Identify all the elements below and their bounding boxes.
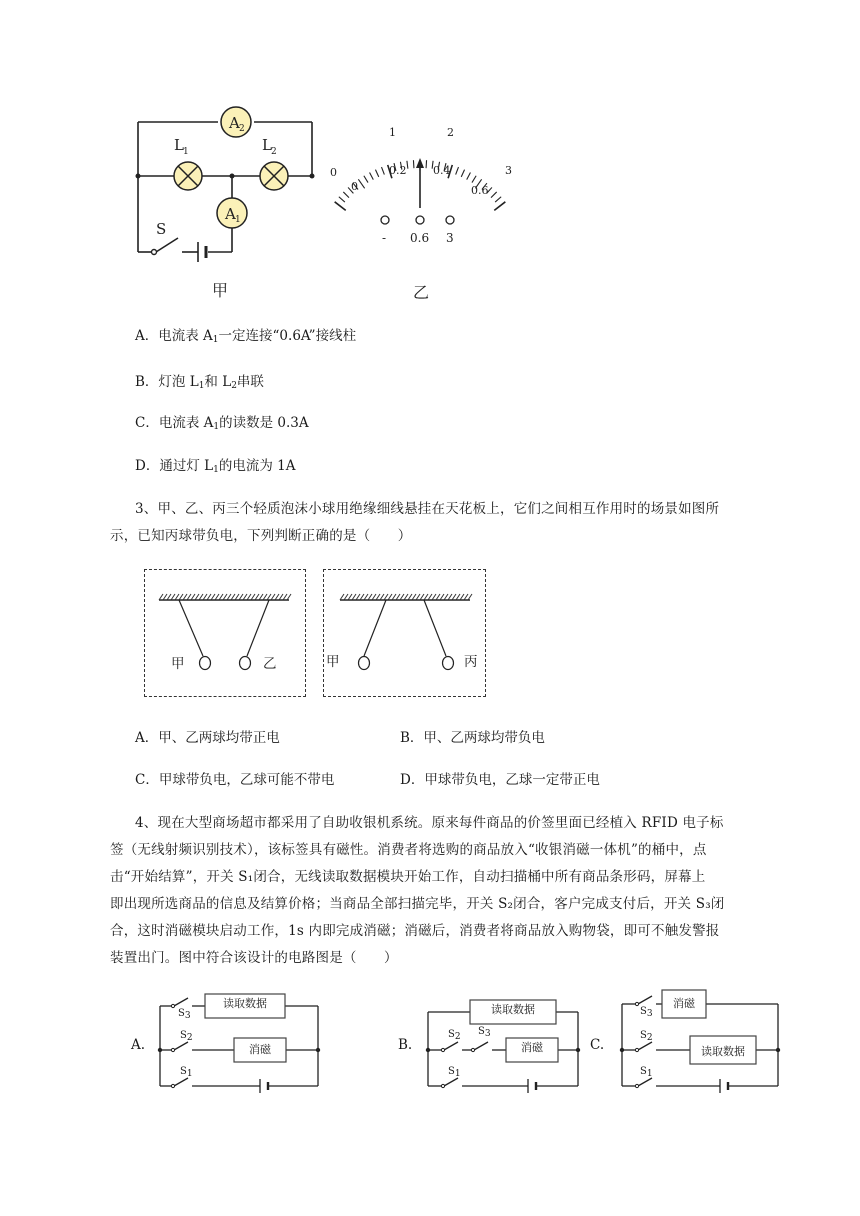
option-text: 串联 bbox=[236, 374, 264, 390]
hatch-line bbox=[283, 594, 287, 600]
subscript: 2 bbox=[231, 381, 237, 391]
dial-tick bbox=[382, 167, 385, 174]
dial-tick bbox=[472, 176, 476, 183]
subscript: 1 bbox=[212, 335, 219, 345]
q4-line: 签（无线射频识别技术），该标签具有磁性。消费者将选购的商品放入“收银消磁一体机”的桶中，点 bbox=[110, 842, 707, 858]
switch-s3-label: $S_3$ bbox=[178, 1008, 191, 1021]
figure-jia-circuit bbox=[130, 100, 330, 305]
q2-option-c[interactable] bbox=[135, 413, 309, 437]
hatch-line bbox=[179, 594, 183, 600]
hatch-line bbox=[219, 594, 223, 600]
hatch-line bbox=[460, 594, 464, 600]
hatch-line bbox=[384, 594, 388, 600]
switch-s1-label: $S_1$ bbox=[640, 1066, 653, 1079]
hatch-line bbox=[376, 594, 380, 600]
dial-tick bbox=[494, 202, 505, 211]
dial-tick bbox=[467, 173, 471, 180]
switch-s3-label: $S_3$ bbox=[640, 1006, 653, 1019]
hatch-line bbox=[263, 594, 267, 600]
hatch-line bbox=[408, 594, 412, 600]
hatch-line bbox=[412, 594, 416, 600]
ball-label-jia: 甲 bbox=[326, 654, 340, 670]
q4-line: 4、现在大型商场超市都采用了自助收银机系统。原来每件商品的价签里面已经植入 RFID 电子标 bbox=[135, 815, 724, 831]
hatch-line bbox=[452, 594, 456, 600]
hatch-line bbox=[440, 594, 444, 600]
dial-tick bbox=[375, 170, 378, 177]
box-read-data: 读取数据 bbox=[223, 997, 267, 1010]
q4-stem bbox=[110, 810, 815, 972]
jia-label: 甲 bbox=[212, 281, 229, 300]
hatch-line bbox=[396, 594, 400, 600]
hatch-line bbox=[279, 594, 283, 600]
hatch-line bbox=[360, 594, 364, 600]
ammeter-a1-icon bbox=[217, 198, 247, 228]
hatch-line bbox=[392, 594, 396, 600]
hatch-line bbox=[163, 594, 167, 600]
svg-text:0.4: 0.4 bbox=[433, 164, 451, 177]
hatch-line bbox=[267, 594, 271, 600]
ball-jia bbox=[200, 657, 211, 670]
q3-line: 示，已知丙球带负电，下列判断正确的是（ ） bbox=[110, 528, 412, 544]
hatch-line bbox=[203, 594, 207, 600]
hatch-line bbox=[348, 594, 352, 600]
svg-text:1: 1 bbox=[235, 215, 241, 225]
figure-yi-dial bbox=[325, 118, 525, 308]
ball-label-bing: 丙 bbox=[464, 654, 478, 670]
hatch-line bbox=[167, 594, 171, 600]
q4-line: 即出现所选商品的信息及结算价格；当商品全部扫描完毕，开关 S₂闭合，客户完成支付后，开关 S₃闭 bbox=[110, 896, 725, 912]
hatch-line bbox=[352, 594, 356, 600]
q4-line: 击“开始结算”，开关 S₁闭合，无线读取数据模块开始工作，自动扫描桶中所有商品条形码，屏幕上 bbox=[110, 869, 706, 885]
svg-text:0.6: 0.6 bbox=[410, 231, 430, 245]
q4-line: 装置出门。图中符合该设计的电路图是（ ） bbox=[110, 950, 398, 966]
ceiling-hatch bbox=[340, 594, 472, 600]
dial-tick bbox=[456, 167, 459, 174]
subscript: 1 bbox=[198, 381, 205, 391]
hatch-line bbox=[231, 594, 235, 600]
hatch-line bbox=[368, 594, 372, 600]
svg-text:2: 2 bbox=[447, 126, 454, 139]
hatch-line bbox=[195, 594, 199, 600]
hatch-line bbox=[211, 594, 215, 600]
q4-option-c-label[interactable]: C. bbox=[590, 1037, 605, 1053]
hatch-line bbox=[372, 594, 376, 600]
ammeter-a2-icon bbox=[221, 107, 251, 137]
hatch-line bbox=[444, 594, 448, 600]
pointer-arrow-icon bbox=[416, 158, 424, 168]
dial-tick bbox=[358, 179, 364, 188]
hatch-line bbox=[207, 594, 211, 600]
ceiling-hatch bbox=[159, 594, 291, 600]
q4-option-b-label[interactable]: B. bbox=[398, 1037, 413, 1053]
ball-jia bbox=[359, 657, 370, 670]
subscript: 1 bbox=[213, 465, 219, 475]
switch-s-label: S bbox=[156, 220, 167, 238]
hatch-line bbox=[255, 594, 259, 600]
box-demag: 消磁 bbox=[249, 1043, 271, 1056]
hatch-line bbox=[171, 594, 175, 600]
box-demag: 消磁 bbox=[673, 997, 695, 1010]
option-text: A．电流表 A bbox=[135, 328, 213, 344]
q3-figure-left bbox=[144, 569, 306, 697]
svg-text:A: A bbox=[225, 205, 236, 223]
hatch-line bbox=[239, 594, 243, 600]
switch-s2-label: $S_2$ bbox=[180, 1030, 193, 1043]
switch-s3-label: $S_3$ bbox=[478, 1026, 491, 1039]
hatch-line bbox=[259, 594, 263, 600]
q3-stem bbox=[110, 496, 810, 550]
hatch-line bbox=[187, 594, 191, 600]
hatch-line bbox=[364, 594, 368, 600]
option-text: 一定连接“0.6A”接线柱 bbox=[218, 328, 357, 344]
hatch-line bbox=[159, 594, 163, 600]
hatch-line bbox=[424, 594, 428, 600]
svg-text:1: 1 bbox=[183, 147, 189, 157]
switch-s2-label: $S_2$ bbox=[640, 1030, 653, 1043]
hatch-line bbox=[468, 594, 472, 600]
q3-option-c[interactable]: C．甲球带负电，乙球可能不带电 bbox=[135, 772, 335, 788]
hatch-line bbox=[251, 594, 255, 600]
ball-yi bbox=[240, 657, 251, 670]
box-read-data: 读取数据 bbox=[491, 1003, 535, 1016]
lamp-l2-icon bbox=[260, 136, 288, 190]
hatch-line bbox=[227, 594, 231, 600]
hatch-line bbox=[448, 594, 452, 600]
svg-text:0.6: 0.6 bbox=[471, 184, 489, 197]
svg-text:0.2: 0.2 bbox=[389, 164, 407, 177]
hatch-line bbox=[380, 594, 384, 600]
box-read-data: 读取数据 bbox=[701, 1045, 745, 1058]
dial-tick bbox=[364, 176, 368, 183]
hatch-line bbox=[183, 594, 187, 600]
dial-tick bbox=[339, 197, 345, 202]
q3-line: 3、甲、乙、丙三个轻质泡沫小球用绝缘细线悬挂在天花板上，它们之间相互作用时的场景如图所 bbox=[135, 501, 720, 517]
q4-option-a-label[interactable]: A. bbox=[131, 1037, 146, 1053]
hatch-line bbox=[464, 594, 468, 600]
hatch-line bbox=[175, 594, 179, 600]
hatch-line bbox=[344, 594, 348, 600]
option-text: B．灯泡 L bbox=[135, 374, 199, 390]
q3-option-b[interactable]: B．甲、乙两球均带负电 bbox=[400, 730, 545, 746]
switch-s1-label: $S_1$ bbox=[180, 1066, 193, 1079]
hatch-line bbox=[400, 594, 404, 600]
hatch-line bbox=[191, 594, 195, 600]
dial-tick bbox=[491, 192, 497, 198]
hatch-line bbox=[356, 594, 360, 600]
q2-option-d[interactable] bbox=[135, 456, 295, 480]
hatch-line bbox=[404, 594, 408, 600]
option-text: 的读数是 0.3A bbox=[219, 415, 309, 431]
subscript: 1 bbox=[213, 422, 220, 432]
yi-label: 乙 bbox=[413, 283, 430, 302]
ball-bing bbox=[443, 657, 454, 670]
svg-text:-: - bbox=[382, 231, 387, 245]
svg-text:L: L bbox=[174, 136, 184, 154]
svg-text:3: 3 bbox=[446, 231, 454, 245]
hatch-line bbox=[428, 594, 432, 600]
q2-option-a[interactable] bbox=[135, 326, 356, 350]
hatch-line bbox=[432, 594, 436, 600]
q2-option-b[interactable] bbox=[135, 372, 264, 396]
svg-text:2: 2 bbox=[239, 124, 245, 134]
dial-tick bbox=[335, 202, 346, 211]
svg-text:3: 3 bbox=[505, 164, 512, 177]
switch-s2-label: $S_2$ bbox=[448, 1029, 461, 1042]
option-text: 和 L bbox=[204, 374, 232, 390]
hatch-line bbox=[436, 594, 440, 600]
hatch-line bbox=[199, 594, 203, 600]
hatch-line bbox=[420, 594, 424, 600]
svg-text:2: 2 bbox=[271, 147, 277, 157]
hatch-line bbox=[340, 594, 344, 600]
dial-tick bbox=[461, 170, 464, 177]
svg-text:A: A bbox=[229, 114, 240, 132]
q3-figure-right bbox=[323, 569, 486, 697]
dial-tick bbox=[495, 197, 501, 202]
option-text: D．通过灯 L bbox=[135, 458, 214, 474]
svg-text:1: 1 bbox=[389, 126, 396, 139]
q3-option-a[interactable]: A．甲、乙两球均带正电 bbox=[135, 730, 280, 746]
option-text: C．电流表 A bbox=[135, 415, 214, 431]
hatch-line bbox=[271, 594, 275, 600]
q3-option-d[interactable]: D．甲球带负电，乙球一定带正电 bbox=[400, 772, 600, 788]
ball-label-yi: 乙 bbox=[263, 656, 277, 672]
option-text: 的电流为 1A bbox=[218, 458, 296, 474]
hatch-line bbox=[275, 594, 279, 600]
svg-text:L: L bbox=[262, 136, 272, 154]
lamp-l1-icon bbox=[174, 136, 202, 190]
hatch-line bbox=[215, 594, 219, 600]
switch-s1-label: $S_1$ bbox=[448, 1066, 461, 1079]
hatch-line bbox=[388, 594, 392, 600]
q4-line: 合，这时消磁模块启动工作，1s 内即完成消磁；消磁后，消费者将商品放入购物袋，即可不触发警报 bbox=[110, 923, 720, 939]
hatch-line bbox=[223, 594, 227, 600]
hatch-line bbox=[416, 594, 420, 600]
hatch-line bbox=[243, 594, 247, 600]
hatch-line bbox=[235, 594, 239, 600]
svg-text:0: 0 bbox=[351, 180, 358, 193]
box-demag: 消磁 bbox=[521, 1041, 543, 1054]
dial-tick bbox=[370, 173, 374, 180]
dial-tick bbox=[407, 161, 408, 169]
hatch-line bbox=[287, 594, 291, 600]
hatch-line bbox=[247, 594, 251, 600]
hatch-line bbox=[456, 594, 460, 600]
svg-text:0: 0 bbox=[330, 166, 337, 179]
ball-label-jia: 甲 bbox=[171, 656, 185, 672]
dial-tick bbox=[343, 192, 349, 198]
